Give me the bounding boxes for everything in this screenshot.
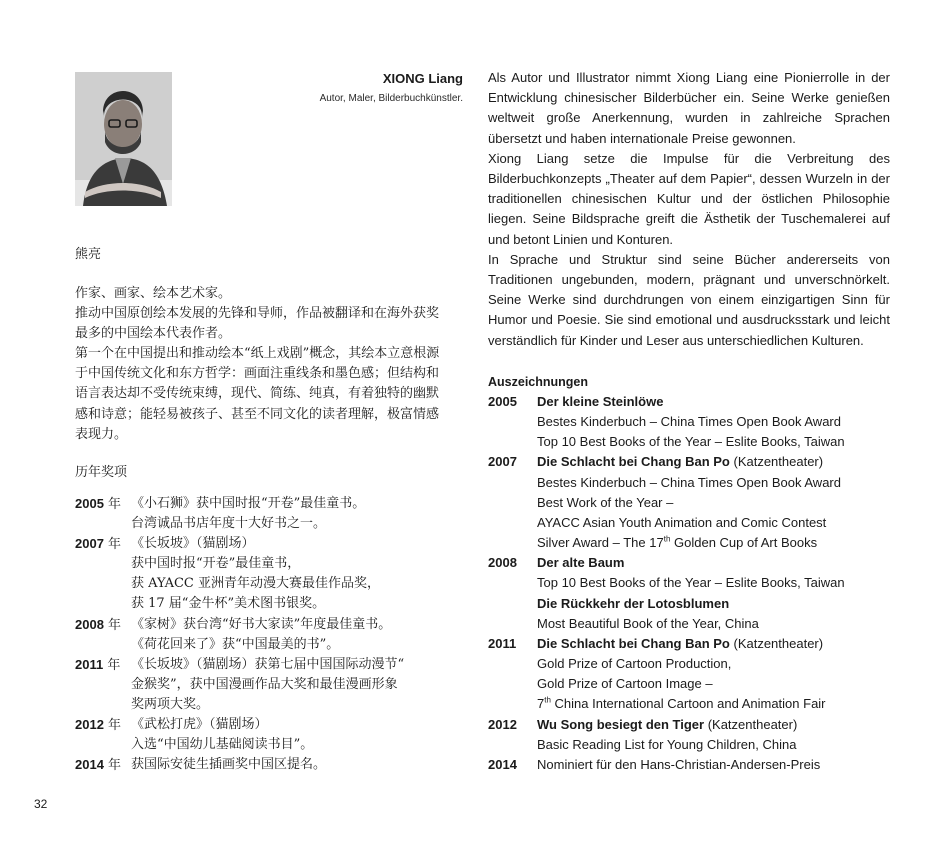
award-title-line	[537, 452, 898, 472]
award-line: Top 10 Best Books of the Year – Eslite Books, Taiwan	[537, 434, 845, 450]
award-line: 奖两项大奖。	[131, 696, 210, 712]
award-title: Wu Song besiegt den Tiger	[537, 716, 705, 732]
award-line: 金猴奖”，获中国漫画作品大奖和最佳漫画形象	[131, 676, 398, 692]
award-line-part: 7	[537, 696, 545, 712]
award-line: 《家树》获台湾“好书大家读”年度最佳童书。	[131, 616, 392, 632]
award-line: 获国际安徒生插画奖中国区提名。	[131, 757, 327, 773]
award-title: Die Schlacht bei Chang Ban Po	[537, 454, 730, 470]
award-line-part: Golden Cup of Art Books	[670, 535, 818, 551]
german-bio-paragraph: In Sprache und Struktur sind seine Bücher andererseits von Traditionen ungebunden, modern, prägnant und unverschnörkelt. Seine Werke sind durchdrungen von einem einzigartigen Sinn für Humor und Poesie. Sie sind emotional und ausdrucksstark und leicht verständlich für Kinder und Leser aus unterschiedlichen Kulturen.	[488, 251, 890, 348]
award-line: 《武松打虎》（猫剧场）	[131, 717, 268, 733]
author-role: Autor, Maler, Bilderbuchkünstler.	[319, 93, 463, 104]
award-line	[537, 533, 898, 553]
chinese-author-name: 熊亮	[75, 247, 102, 262]
german-award-2007	[488, 452, 898, 553]
award-line: 《长坂坡》（猫剧场）获第七届中国国际动漫节“	[131, 656, 405, 672]
author-name: XIONG Liang	[382, 71, 463, 86]
award-title-note: (Katzentheater)	[729, 635, 824, 651]
award-line: 获 17 届“金牛杯”美术图书银奖。	[131, 596, 326, 612]
award-year: 2008	[488, 555, 517, 571]
award-line: Gold Prize of Cartoon Production,	[537, 656, 732, 672]
chinese-bio-paragraph: 第一个在中国提出和推动绘本“纸上戏剧”概念，其绘本立意根源于中国传统文化和东方哲学：画面注重线条和墨色感；但结构和语言表达却不受传统束缚，现代、简练、纯真，有着独特的幽默感和诗意；能轻易被孩子、甚至不同文化的读者理解，极富情感表现力。	[75, 346, 440, 442]
award-title-note: (Katzentheater)	[704, 716, 798, 732]
award-year: 2012	[488, 716, 517, 732]
award-year: 2014	[75, 757, 104, 773]
year-suffix: 年	[103, 617, 122, 633]
award-line: Basic Reading List for Young Children, China	[537, 736, 797, 752]
award-line: 入选“中国幼儿基础阅读书目”。	[131, 737, 314, 753]
chinese-bio-paragraph: 作家、画家、绘本艺术家。	[75, 286, 232, 301]
german-awards-list	[488, 392, 898, 775]
year-suffix: 年	[103, 718, 122, 734]
award-title: Der alte Baum	[537, 555, 625, 571]
german-award-2014	[488, 755, 898, 775]
chinese-award-2005	[75, 494, 455, 534]
award-year: 2011	[75, 656, 104, 672]
award-year: 2014	[488, 756, 517, 772]
award-line-part: Silver Award – The 17	[537, 535, 664, 551]
award-line: Most Beautiful Book of the Year, China	[537, 615, 759, 631]
german-award-2008	[488, 553, 898, 634]
award-line: AYACC Asian Youth Animation and Comic Contest	[537, 514, 827, 530]
chinese-awards-list	[75, 494, 455, 776]
award-year: 2011	[488, 635, 517, 651]
chinese-award-2011	[75, 655, 455, 715]
award-title: Der kleine Steinlöwe	[537, 394, 664, 409]
chinese-awards-heading: 历年奖项	[75, 465, 128, 480]
award-year: 2007	[75, 536, 104, 552]
award-line: Best Work of the Year –	[537, 494, 674, 510]
award-line: 《荷花回来了》获“中国最美的书”。	[131, 636, 340, 652]
german-award-2012	[488, 715, 898, 755]
award-title-note: (Katzentheater)	[729, 454, 824, 470]
award-line: Top 10 Best Books of the Year – Eslite Books, Taiwan	[537, 575, 845, 591]
award-title-line	[537, 715, 898, 735]
ordinal-suffix: th	[544, 696, 551, 706]
german-biography	[488, 68, 890, 351]
german-awards-heading: Auszeichnungen	[488, 375, 589, 389]
award-line: 《小石狮》获中国时报“开卷”最佳童书。	[131, 496, 366, 511]
german-bio-paragraph: Xiong Liang setze die Impulse für die Verbreitung des Bilderbuchkonzepts „Theater auf dem Papier“, dessen Wurzeln in der traditionellen chinesischen Kultur und der östlichen Philosophie liegen. Seine Bildsprache greift die Ästhetik der Tuschemalerei auf und betont Linien und Konturen.	[488, 150, 890, 247]
award-line: Bestes Kinderbuch – China Times Open Book Award	[537, 414, 841, 430]
award-line: Nominiert für den Hans-Christian-Andersen-Preis	[537, 756, 821, 772]
award-line	[537, 694, 898, 714]
author-portrait-photo	[75, 72, 172, 206]
german-award-2005	[488, 392, 898, 452]
chinese-award-2008	[75, 615, 455, 655]
award-line: Bestes Kinderbuch – China Times Open Book Award	[537, 474, 841, 490]
award-year: 2005	[75, 496, 104, 511]
award-year: 2008	[75, 616, 104, 632]
german-bio-paragraph: Als Autor und Illustrator nimmt Xiong Liang eine Pionierrolle in der Entwicklung chinesischer Bilderbücher ein. Seine Werke genießen weltweit große Anerkennung, wurden in zahlreiche Sprachen übersetzt und haben internationale Preise gewonnen.	[488, 70, 890, 146]
award-line-part: China International Cartoon and Animation Fair	[550, 696, 826, 712]
author-heading	[190, 70, 463, 107]
year-suffix: 年	[103, 497, 122, 512]
award-line: 获 AYACC 亚洲青年动漫大赛最佳作品奖，	[131, 576, 380, 592]
year-suffix: 年	[103, 758, 122, 774]
award-line: 台湾诚品书店年度十大好书之一。	[131, 516, 327, 532]
award-year: 2012	[75, 717, 104, 733]
chinese-award-2014	[75, 755, 455, 776]
year-suffix: 年	[103, 657, 121, 673]
chinese-bio-paragraph: 推动中国原创绘本发展的先锋和导师，作品被翻译和在海外获奖最多的中国绘本代表作者。	[75, 306, 440, 342]
ordinal-suffix: th	[663, 534, 671, 544]
award-line: 获中国时报“开卷”最佳童书，	[131, 556, 301, 572]
award-year: 2007	[488, 454, 517, 470]
chinese-award-2007	[75, 534, 455, 614]
german-award-2011	[488, 634, 898, 715]
award-line: Gold Prize of Cartoon Image –	[537, 676, 713, 692]
award-title: Die Rückkehr der Lotosblumen	[537, 595, 730, 611]
chinese-biography	[75, 284, 447, 445]
chinese-award-2012	[75, 715, 455, 755]
award-line: 《长坂坡》（猫剧场）	[131, 536, 255, 552]
award-year: 2005	[488, 394, 517, 409]
award-title: Die Schlacht bei Chang Ban Po	[537, 635, 730, 651]
page-number: 32	[34, 797, 48, 811]
award-title-line	[537, 634, 898, 654]
year-suffix: 年	[103, 537, 122, 553]
